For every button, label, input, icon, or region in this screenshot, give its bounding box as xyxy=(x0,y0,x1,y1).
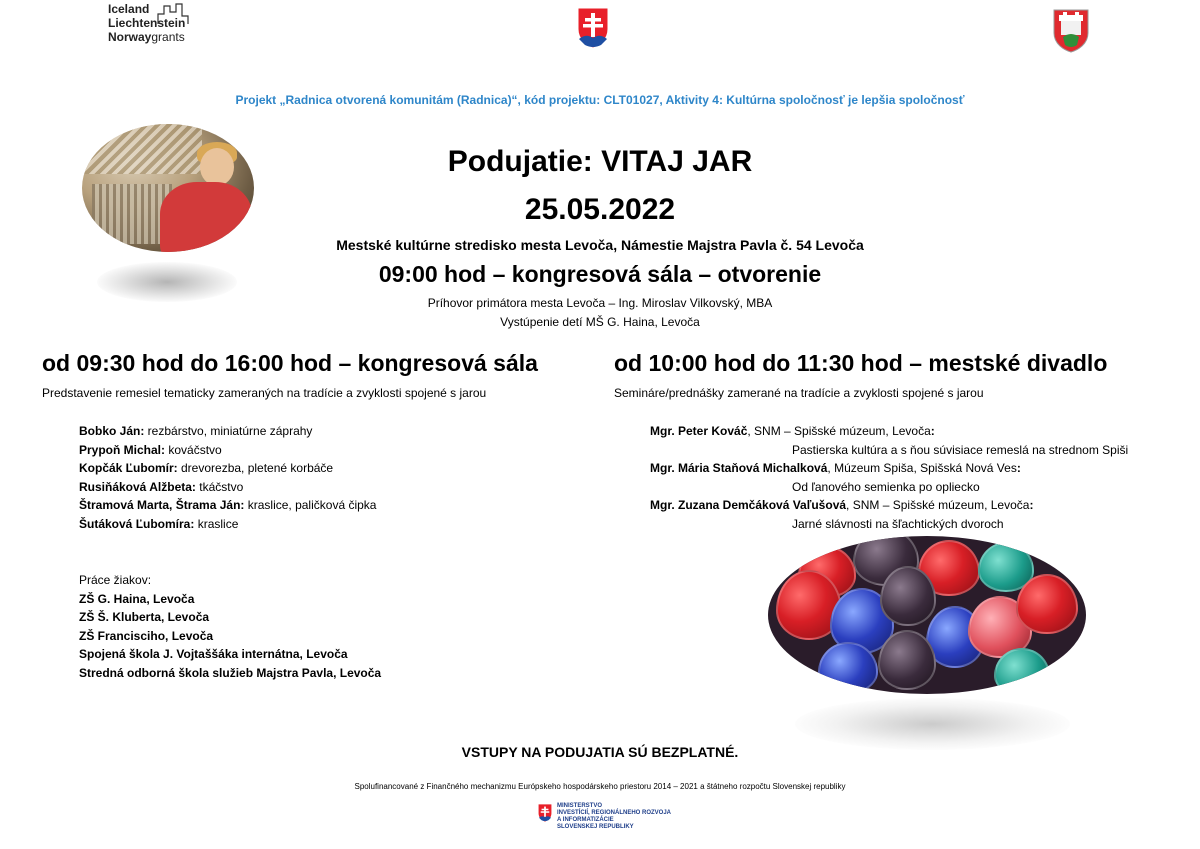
grants-logo-line1: Iceland xyxy=(108,2,150,16)
grants-logo-line2: Liechtenstein xyxy=(108,16,186,30)
left-column-subheading: Predstavenie remesiel tematicky zameraných na tradície a zvyklosti spojené s jarou xyxy=(42,386,487,400)
event-date: 25.05.2022 xyxy=(524,193,676,226)
list-item: Kopčák Ľubomír: drevorezba, pletené korbáče xyxy=(79,461,334,476)
event-title: Podujatie: VITAJ JAR xyxy=(447,145,753,178)
list-item: Rusiňáková Alžbeta: tkáčstvo xyxy=(79,479,244,494)
seminar-topic: Jarné slávnosti na šľachtických dvoroch xyxy=(792,516,1004,531)
ministry-name: MINISTERSTVO INVESTÍCIÍ, REGIONÁLNEHO ROZVOJA A INFORMATIZÁCIE SLOVENSKEJ REPUBLIKY xyxy=(557,803,672,830)
levoca-coat-of-arms-icon xyxy=(1053,9,1089,53)
free-entry-notice: VSTUPY NA PODUJATIA SÚ BEZPLATNÉ. xyxy=(461,744,739,760)
event-venue: Mestské kultúrne stredisko mesta Levoča, Námestie Majstra Pavla č. 54 Levoča xyxy=(336,237,864,253)
seminar-topic: Pastierska kultúra a s ňou súvisiace remeslá na strednom Spiši xyxy=(792,442,1129,457)
eea-grants-logo xyxy=(108,2,208,60)
seminars-list xyxy=(650,422,1128,534)
list-item: Bobko Ján: rezbárstvo, miniatúrne záprahy xyxy=(79,424,313,438)
list-item: Šutáková Ľubomíra: kraslice xyxy=(79,516,239,531)
students-label: Práce žiakov: xyxy=(79,573,152,587)
grants-bars-icon xyxy=(156,2,190,26)
list-item: ZŠ Francisciho, Levoča xyxy=(79,628,214,643)
left-column-heading: od 09:30 hod do 16:00 hod – kongresová sála xyxy=(42,350,538,376)
opening-performance-line: Vystúpenie detí MŠ G. Haina, Levoča xyxy=(500,315,700,329)
ministry-logo xyxy=(538,803,672,837)
easter-eggs-photo-shadow xyxy=(795,698,1070,750)
list-item: Stredná odborná škola služieb Majstra Pavla, Levoča xyxy=(79,665,382,680)
easter-eggs-photo xyxy=(768,536,1086,694)
cofinancing-note: Spolufinancované z Finančného mechanizmu Európskeho hospodárskeho priestoru 2014 – 2021 a štátneho rozpočtu Slovenskej republiky xyxy=(354,782,846,791)
grants-logo-line3: Norwaygrants xyxy=(108,30,185,44)
list-item: ZŠ G. Haina, Levoča xyxy=(79,591,195,606)
seminar-speaker: Mgr. Zuzana Demčáková Vaľušová, SNM – Spišské múzeum, Levoča: xyxy=(650,498,1034,513)
opening-speech-line: Príhovor primátora mesta Levoča – Ing. Miroslav Vilkovský, MBA xyxy=(427,296,773,310)
project-line: Projekt „Radnica otvorená komunitám (Radnica)“, kód projektu: CLT01027, Aktivity 4: Kultúrna spoločnosť je lepšia spoločnosť xyxy=(235,93,965,107)
right-column-heading: od 10:00 hod do 11:30 hod – mestské divadlo xyxy=(614,350,1108,376)
opening-heading: 09:00 hod – kongresová sála – otvorenie xyxy=(378,261,822,287)
slovak-coat-of-arms-icon xyxy=(538,804,552,822)
seminar-speaker: Mgr. Peter Kováč, SNM – Spišské múzeum, Levoča: xyxy=(650,424,935,438)
right-column-subheading: Semináre/prednášky zamerané na tradície a zvyklosti spojené s jarou xyxy=(614,386,984,400)
list-item: Spojená škola J. Vojtaššáka internátna, Levoča xyxy=(79,647,348,662)
seminar-topic: Od ľanového semienka po opliecko xyxy=(792,479,980,494)
list-item: Štramová Marta, Štrama Ján: kraslice, paličková čipka xyxy=(79,498,377,513)
weaving-photo xyxy=(82,124,254,252)
list-item: ZŠ Š. Kluberta, Levoča xyxy=(79,610,210,625)
list-item: Prypoň Michal: kováčstvo xyxy=(79,442,222,457)
seminar-speaker: Mgr. Mária Staňová Michalková, Múzeum Spiša, Spišská Nová Ves: xyxy=(650,461,1021,476)
crafts-list xyxy=(79,422,376,534)
slovak-coat-of-arms-icon xyxy=(577,7,609,49)
student-works-list xyxy=(79,571,381,683)
